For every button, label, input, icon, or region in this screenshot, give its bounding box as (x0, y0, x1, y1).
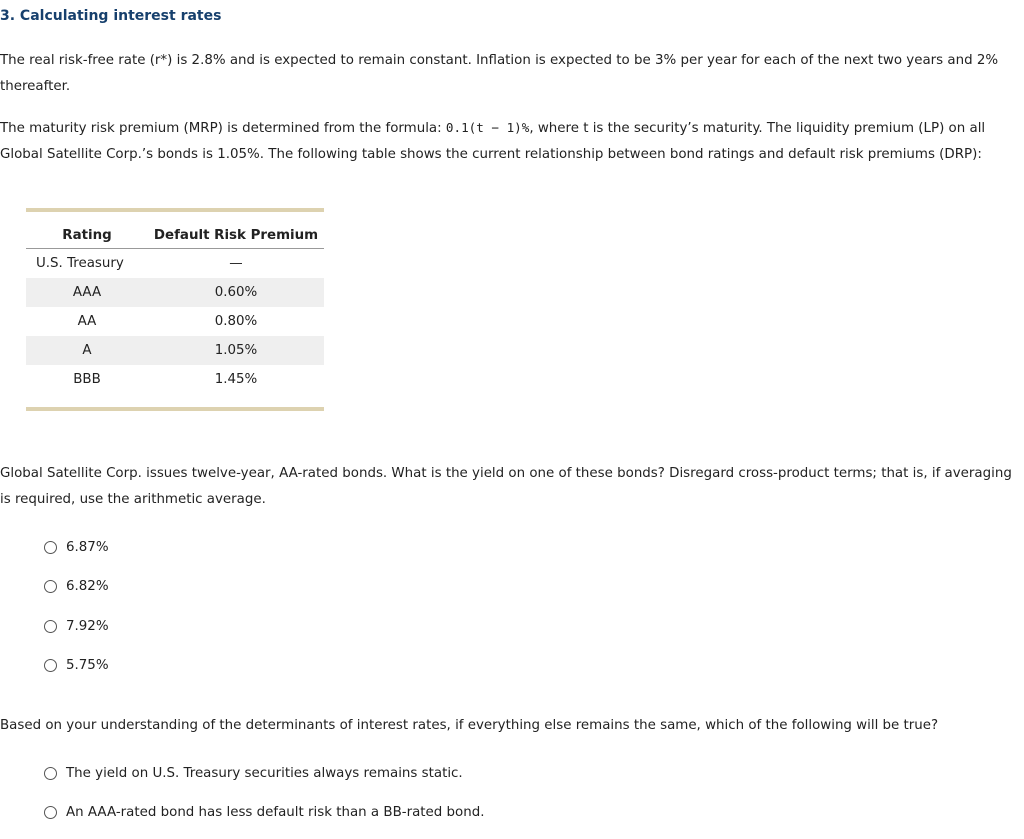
radio-button[interactable] (44, 580, 57, 593)
option-label: 6.82% (66, 579, 109, 594)
q1-option-3[interactable] (44, 619, 109, 634)
rating-cell: AA (77, 314, 97, 329)
rating-cell: A (26, 336, 148, 365)
mrp-text-post: , where t is the security’s maturity. The liquidity premium (LP) on all (529, 121, 986, 136)
question-1-line-1: Global Satellite Corp. issues twelve-year, AA-rated bonds. What is the yield on one of these bonds? Disregard cross-product terms; that is, if averaging (0, 466, 1012, 481)
intro-line-1: The real risk-free rate (r*) is 2.8% and is expected to remain constant. Inflation is expected to be 3% per year for each of the next two years and 2% (0, 53, 999, 68)
premium-cell: 0.80% (214, 314, 258, 329)
radio-button[interactable] (44, 659, 57, 672)
mrp-text-pre: The maturity risk premium (MRP) is determined from the formula: (0, 121, 446, 136)
q2-option-2[interactable] (44, 805, 484, 820)
table-spacer-row (26, 394, 324, 407)
option-label: The yield on U.S. Treasury securities always remains static. (66, 766, 463, 781)
header-rating: Rating (62, 228, 112, 243)
intro-paragraph (0, 48, 1024, 100)
radio-button[interactable] (44, 541, 57, 554)
premium-cell: 1.05% (148, 336, 324, 365)
table-row (26, 336, 324, 365)
table-row (26, 249, 324, 279)
question-2-text: Based on your understanding of the determinants of interest rates, if everything else remains the same, which of the following will be true? (0, 718, 939, 733)
table-row (26, 307, 324, 336)
option-label: An AAA-rated bond has less default risk than a BB-rated bond. (66, 805, 485, 820)
table-header-row (26, 212, 324, 249)
question-1-line-2: is required, use the arithmetic average. (0, 492, 266, 507)
intro-line-2: thereafter. (0, 79, 71, 94)
mrp-formula: 0.1(t − 1)% (445, 120, 530, 135)
q1-option-1[interactable] (44, 540, 109, 555)
option-label: 7.92% (66, 619, 109, 634)
radio-button[interactable] (44, 806, 57, 819)
rating-cell: BBB (73, 372, 101, 387)
table-bottom-bar (26, 407, 324, 411)
rating-cell: AAA (26, 278, 148, 307)
q2-option-1[interactable] (44, 766, 463, 781)
mrp-paragraph (0, 115, 1024, 168)
option-label: 5.75% (66, 658, 109, 673)
rating-cell: U.S. Treasury (36, 256, 124, 271)
premium-cell: 1.45% (214, 372, 258, 387)
premium-cell: — (229, 256, 243, 271)
radio-button[interactable] (44, 620, 57, 633)
table-row (26, 278, 324, 307)
mrp-line-2: Global Satellite Corp.’s bonds is 1.05%. The following table shows the current relationship between bond ratings and default risk premiums (DRP): (0, 147, 982, 162)
radio-button[interactable] (44, 767, 57, 780)
drp-table (26, 212, 324, 407)
q1-option-2[interactable] (44, 579, 109, 594)
header-default-risk-premium: Default Risk Premium (153, 228, 319, 243)
premium-cell: 0.60% (148, 278, 324, 307)
q1-option-4[interactable] (44, 658, 109, 673)
table-row (26, 365, 324, 394)
question-1-text (0, 461, 1024, 513)
mrp-line-1 (0, 115, 1024, 142)
drp-table-container (26, 208, 324, 411)
section-title: 3. Calculating interest rates (0, 8, 222, 24)
option-label: 6.87% (66, 540, 109, 555)
